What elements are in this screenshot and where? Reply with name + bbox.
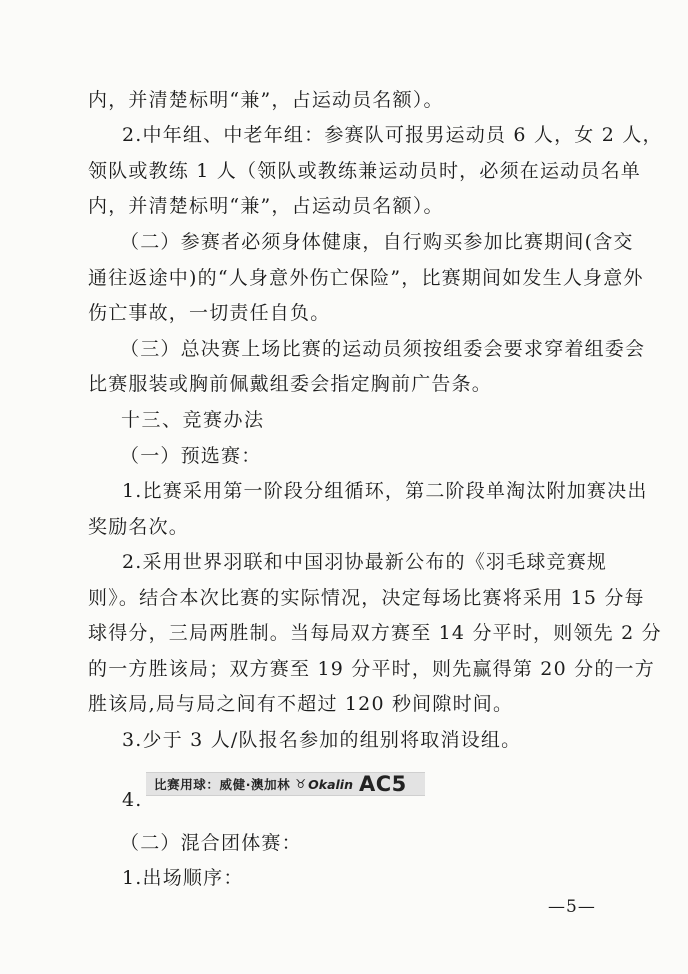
- paragraph-line: 伤亡事故，一切责任自负。: [88, 302, 331, 324]
- subsection-heading: （二）混合团体赛：: [120, 832, 302, 854]
- list-number: 4.: [122, 789, 143, 811]
- paragraph-line: 内，并清楚标明“兼”，占运动员名额）。: [88, 89, 444, 111]
- paragraph-line: 通往返途中)的“人身意外伤亡保险”，比赛期间如发生人身意外: [88, 267, 644, 289]
- paragraph-line: 内，并清楚标明“兼”，占运动员名额）。: [88, 195, 444, 217]
- paragraph-line: （三）总决赛上场比赛的运动员须按组委会要求穿着组委会: [120, 338, 646, 360]
- paragraph-line: 的一方胜该局；双方赛至 19 分平时，则先赢得第 20 分的一方: [88, 658, 655, 680]
- paragraph-line: 比赛服装或胸前佩戴组委会指定胸前广告条。: [88, 373, 493, 395]
- paragraph-line: 奖励名次。: [88, 516, 190, 538]
- brand-logo-icon: ♉: [295, 777, 307, 791]
- paragraph-line: 则》。结合本次比赛的实际情况，决定每场比赛将采用 15 分每: [88, 587, 645, 609]
- page-number: —5—: [548, 897, 596, 917]
- banner-label: 比赛用球：威健·澳加林: [154, 777, 291, 792]
- paragraph-line: （二）参赛者必须身体健康，自行购买参加比赛期间(含交: [120, 231, 634, 253]
- subsection-heading: （一）预选赛：: [120, 445, 262, 467]
- paragraph-line: 3.少于 3 人/队报名参加的组别将取消设组。: [122, 729, 522, 751]
- paragraph-line: 领队或教练 1 人（领队或教练兼运动员时，必须在运动员名单: [88, 160, 641, 182]
- paragraph-line: 球得分，三局两胜制。当每局双方赛至 14 分平时，则领先 2 分: [88, 622, 662, 644]
- paragraph-line: 胜该局,局与局之间有不超过 120 秒间隙时间。: [88, 693, 514, 715]
- official-ball-banner: [146, 772, 425, 796]
- paragraph-line: 2.采用世界羽联和中国羽协最新公布的《羽毛球竞赛规: [122, 551, 608, 573]
- section-heading: 十三、竞赛办法: [121, 409, 265, 431]
- paragraph-line: 1.比赛采用第一阶段分组循环，第二阶段单淘汰附加赛决出: [122, 480, 648, 502]
- ball-model: AC5: [358, 772, 407, 796]
- paragraph-line: 1.出场顺序：: [122, 867, 244, 889]
- brand-name: Okalin: [308, 776, 353, 792]
- paragraph-line: 2.中年组、中老年组：参赛队可报男运动员 6 人，女 2 人，: [122, 124, 663, 146]
